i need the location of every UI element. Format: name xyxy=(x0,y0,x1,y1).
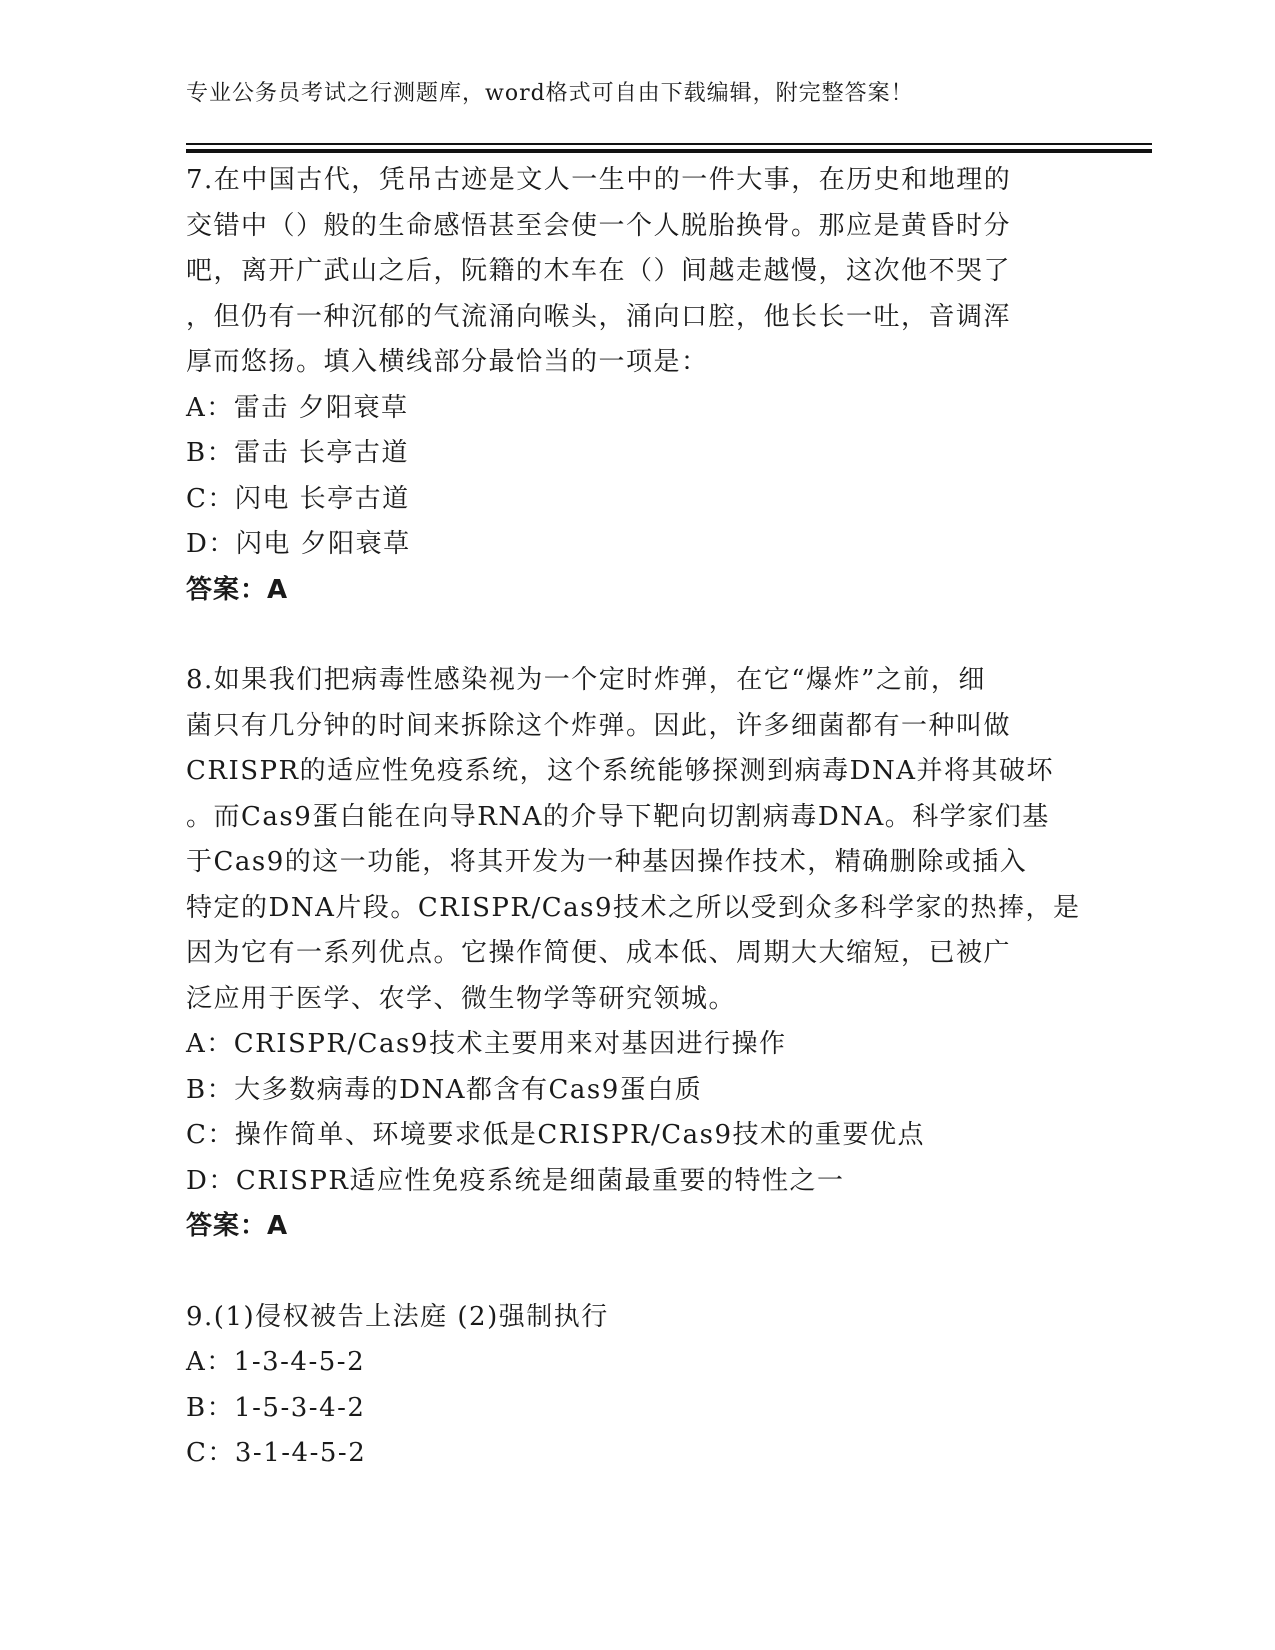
question-7 xyxy=(186,158,1086,613)
question-9 xyxy=(186,1295,1086,1477)
stem-line: 8.如果我们把病毒性感染视为一个定时炸弹，在它“爆炸”之前，细 xyxy=(186,665,986,695)
option-d: D：CRISPR适应性免疫系统是细菌最重要的特性之一 xyxy=(186,1165,845,1196)
stem-line: 因为它有一系列优点。它操作简便、成本低、周期大大缩短，已被广 xyxy=(186,938,1012,968)
question-stem xyxy=(186,1295,1086,1341)
stem-line: 特定的DNA片段。CRISPR/Cas9技术之所以受到众多科学家的热捧，是 xyxy=(186,892,1081,923)
answer-line: 答案：A xyxy=(186,574,289,605)
stem-line: 菌只有几分钟的时间来拆除这个炸弹。因此，许多细菌都有一种叫做 xyxy=(186,710,1012,741)
stem-line: 于Cas9的这一功能，将其开发为一种基因操作技术，精确删除或插入 xyxy=(186,847,1028,877)
option-c: C：操作简单、环境要求低是CRISPR/Cas9技术的重要优点 xyxy=(186,1120,926,1150)
answer-line: 答案：A xyxy=(186,1211,289,1241)
stem-line: 。而Cas9蛋白能在向导RNA的介导下靶向切割病毒DNA。科学家们基 xyxy=(186,801,1050,832)
stem-line: CRISPR的适应性免疫系统，这个系统能够探测到病毒DNA并将其破坏 xyxy=(186,756,1054,786)
option-c: C：闪电 长亭古道 xyxy=(186,483,410,514)
question-stem xyxy=(186,658,1086,1022)
option-a: A：CRISPR/Cas9技术主要用来对基因进行操作 xyxy=(186,1029,787,1059)
question-spacer xyxy=(186,613,1086,658)
option-a: A：雷击 夕阳衰草 xyxy=(186,392,409,423)
option-b: B：大多数病毒的DNA都含有Cas9蛋白质 xyxy=(186,1074,703,1105)
stem-line: 7.在中国古代，凭吊古迹是文人一生中的一件大事，在历史和地理的 xyxy=(186,165,1012,195)
option-b: B：雷击 长亭古道 xyxy=(186,438,409,468)
header-rule-thin xyxy=(186,143,1152,145)
question-stem xyxy=(186,158,1086,386)
header-rule-thick xyxy=(186,149,1152,153)
stem-line: 泛应用于医学、农学、微生物学等研究领城。 xyxy=(186,983,737,1014)
stem-line: ，但仍有一种沉郁的气流涌向喉头，涌向口腔，他长长一吐，音调浑 xyxy=(186,301,1012,332)
stem-line: 交错中（）般的生命感悟甚至会使一个人脱胎换骨。那应是黄昏时分 xyxy=(186,210,1012,241)
option-a: A：1-3-4-5-2 xyxy=(186,1347,366,1377)
option-c: C：3-1-4-5-2 xyxy=(186,1438,367,1468)
page-header: 专业公务员考试之行测题库，word格式可自由下载编辑，附完整答案！ xyxy=(186,81,914,106)
option-d: D：闪电 夕阳衰草 xyxy=(186,529,411,559)
option-b: B：1-5-3-4-2 xyxy=(186,1392,366,1423)
question-spacer xyxy=(186,1250,1086,1295)
stem-line: 厚而悠扬。填入横线部分最恰当的一项是： xyxy=(186,347,709,377)
question-8 xyxy=(186,658,1086,1250)
stem-line: 吧，离开广武山之后，阮籍的木车在（）间越走越慢，这次他不哭了 xyxy=(186,256,1012,286)
stem-line: 9.(1)侵权被告上法庭 (2)强制执行 xyxy=(186,1301,609,1332)
question-list xyxy=(186,158,1086,1477)
